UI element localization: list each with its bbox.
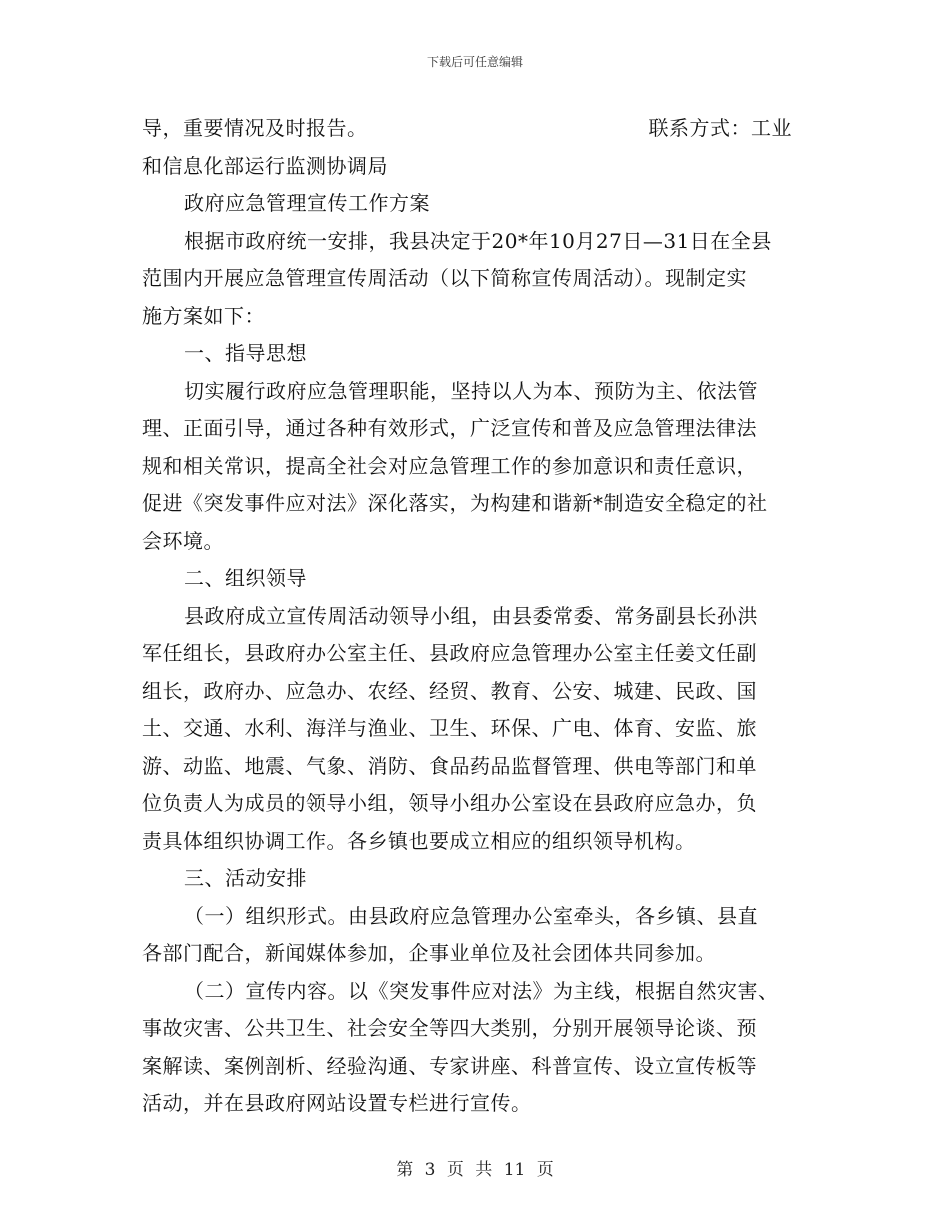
text-line: 会环境。: [142, 528, 224, 553]
text-line: （二）宣传内容。以《突发事件应对法》为主线，根据自然灾害、: [184, 978, 779, 1003]
text-line: 和信息化部运行监测协调局: [142, 153, 388, 178]
contact-label: 联系方式：工业: [648, 116, 792, 140]
page-header: 下载后可任意编辑: [426, 55, 523, 69]
text-line: 切实履行政府应急管理职能，坚持以人为本、预防为主、依法管: [184, 378, 758, 403]
text-line: 各部门配合，新闻媒体参加，企事业单位及社会团体共同参加。: [142, 941, 716, 965]
text-line: 事故灾害、公共卫生、社会安全等四大类别，分别开展领导论谈、预: [142, 1016, 757, 1040]
text-line: 理、正面引导，通过各种有效形式，广泛宣传和普及应急管理法律法: [142, 416, 757, 440]
text-line: 规和相关常识，提高全社会对应急管理工作的参加意识和责任意识，: [142, 453, 757, 478]
document-body: [142, 110, 812, 1123]
text-line: 责具体组织协调工作。各乡镇也要成立相应的组织领导机构。: [142, 828, 696, 853]
text-line: 军任组长，县政府办公室主任、县政府应急管理办公室主任姜文任副: [142, 641, 757, 665]
text-line: 县政府成立宣传周活动领导小组，由县委常委、常务副县长孙洪: [184, 603, 758, 628]
text-line-part: 导，重要情况及时报告。: [142, 116, 368, 140]
text-line: [142, 110, 812, 148]
text-line: 促进《突发事件应对法》深化落实，为构建和谐新*制造安全稳定的社: [142, 491, 768, 515]
text-line: 活动，并在县政府网站设置专栏进行宣传。: [142, 1091, 532, 1115]
section-heading: 一、指导思想: [184, 341, 307, 365]
text-line: 游、动监、地震、气象、消防、食品药品监督管理、供电等部门和单: [142, 753, 757, 778]
text-line: 土、交通、水利、海洋与渔业、卫生、环保、广电、体育、安监、旅: [142, 716, 757, 740]
text-line: 范围内开展应急管理宣传周活动（以下简称宣传周活动）。现制定实: [142, 266, 747, 290]
document-title: 政府应急管理宣传工作方案: [184, 191, 430, 215]
text-line: （一）组织形式。由县政府应急管理办公室牵头，各乡镇、县直: [184, 903, 758, 928]
text-line: 组长，政府办、应急办、农经、经贸、教育、公安、城建、民政、国: [142, 678, 757, 703]
section-heading: 三、活动安排: [184, 866, 307, 890]
text-line: 根据市政府统一安排，我县决定于20*年10月27日—31日在全县: [184, 228, 772, 253]
text-line: 位负责人为成员的领导小组，领导小组办公室设在县政府应急办，负: [142, 791, 757, 815]
text-line: 案解读、案例剖析、经验沟通、专家讲座、科普宣传、设立宣传板等: [142, 1053, 757, 1078]
section-heading: 二、组织领导: [184, 566, 307, 590]
page-number: 第 3 页 共 11 页: [396, 1160, 554, 1180]
text-line: 施方案如下：: [142, 303, 265, 328]
